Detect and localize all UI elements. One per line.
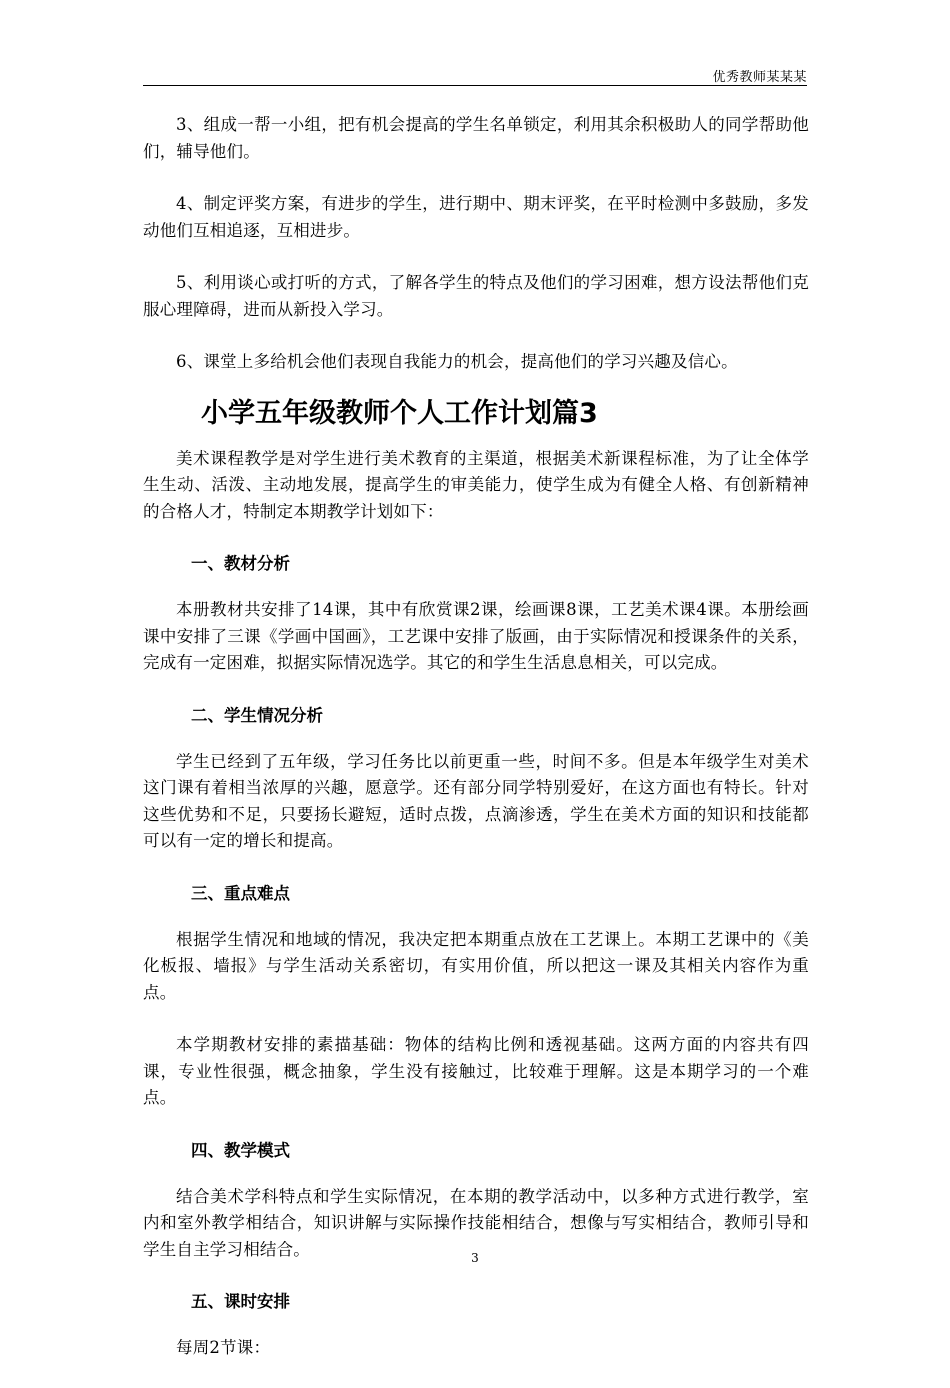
section-paragraph: 根据学生情况和地域的情况，我决定把本期重点放在工艺课上。本期工艺课中的《美化板报、墙报》与学生活动关系密切，有实用价值，所以把这一课及其相关内容作为重点。 [143, 929, 809, 1002]
section-heading-textbook-analysis: 一、教材分析 [191, 554, 290, 573]
section-paragraph: 本学期教材安排的素描基础：物体的结构比例和透视基础。这两方面的内容共有四课，专业性很强，概念抽象，学生没有接触过，比较难于理解。这是本期学习的一个难点。 [143, 1035, 809, 1107]
section-heading-schedule: 五、课时安排 [191, 1292, 290, 1311]
document-title: 小学五年级教师个人工作计划篇3 [201, 397, 598, 429]
intro-paragraph: 美术课程教学是对学生进行美术教育的主渠道，根据美术新课程标准，为了让全体学生生动、活泼、主动地发展，提高学生的审美能力，使学生成为有健全人格、有创新精神的合格人才，特制定本期教学计划如下： [143, 448, 809, 521]
section-heading-student-analysis: 二、学生情况分析 [191, 705, 323, 725]
section-paragraph: 本册教材共安排了14课，其中有欣赏课2课，绘画课8课，工艺美术课4课。本册绘画课中安排了三课《学画中国画》，工艺课中安排了版画，由于实际情况和授课条件的关系，完成有一定困难，拟据实际情况选学。其它的和学生生活息息相关，可以完成。 [143, 600, 809, 672]
list-item: 3、组成一帮一小组，把有机会提高的学生名单锁定，利用其余积极助人的同学帮助他们，辅导他们。 [143, 115, 809, 161]
section-paragraph: 结合美术学科特点和学生实际情况，在本期的教学活动中，以多种方式进行教学，室内和室外教学相结合，知识讲解与实际操作技能相结合，想像与写实相结合，教师引导和学生自主学习相结合。 [143, 1186, 809, 1259]
header-divider [143, 85, 807, 86]
section-heading-key-points: 三、重点难点 [191, 883, 290, 903]
page-number: 3 [471, 1251, 479, 1265]
section-paragraph: 学生已经到了五年级，学习任务比以前更重一些，时间不多。但是本年级学生对美术这门课有着相当浓厚的兴趣，愿意学。还有部分同学特别爱好，在这方面也有特长。针对这些优势和不足，只要扬长避短，适时点拨，点滴渗透，学生在美术方面的知识和技能都可以有一定的增长和提高。 [143, 751, 809, 850]
section-heading-teaching-mode: 四、教学模式 [191, 1140, 290, 1160]
section-paragraph: 每周2节课： [176, 1338, 271, 1357]
document-body [143, 112, 809, 1388]
list-item: 4、制定评奖方案，有进步的学生，进行期中、期末评奖，在平时检测中多鼓励，多发动他们互相追逐，互相进步。 [143, 194, 809, 240]
list-item: 6、课堂上多给机会他们表现自我能力的机会，提高他们的学习兴趣及信心。 [176, 352, 738, 371]
list-item: 5、利用谈心或打听的方式，了解各学生的特点及他们的学习困难，想方设法帮他们克服心理障碍，进而从新投入学习。 [143, 273, 809, 319]
page-header-author: 优秀教师某某某 [712, 70, 807, 85]
